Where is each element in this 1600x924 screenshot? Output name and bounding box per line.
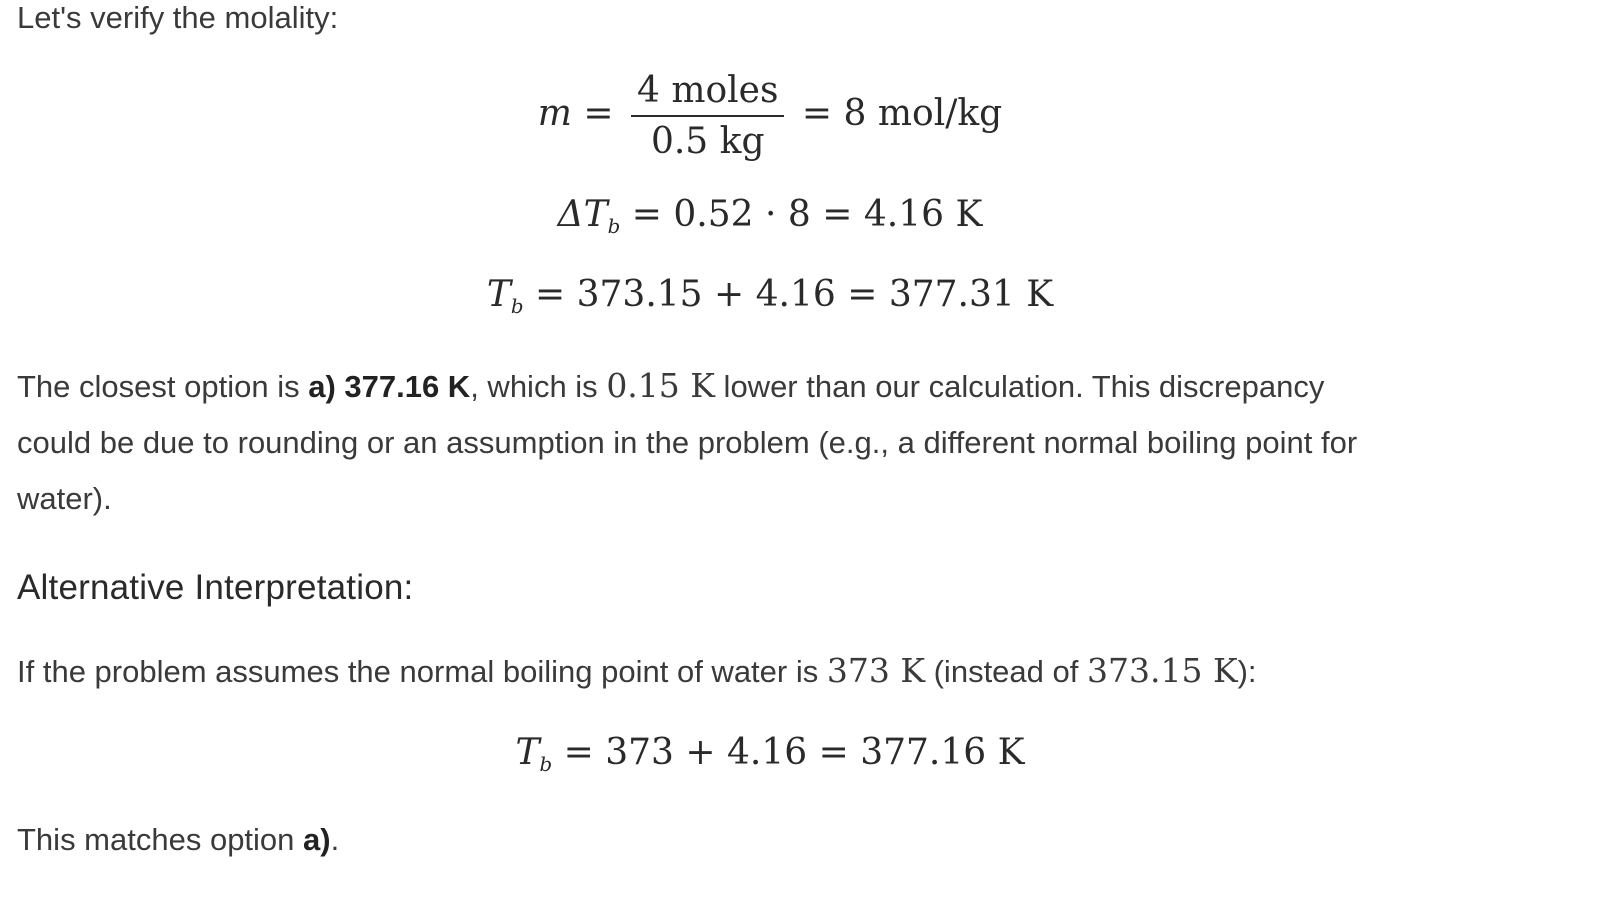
- text-span: If the problem assumes the normal boiling point of water is: [17, 654, 827, 689]
- text-span: water).: [17, 481, 112, 516]
- equation-tb: [0, 274, 1540, 318]
- text-span: could be due to rounding or an assumption in the problem (e.g., a different normal boiling point for: [17, 425, 1358, 460]
- fraction: [631, 70, 784, 162]
- text-span: (instead of: [925, 654, 1087, 689]
- equation-rest: = 373.15 + 4.16 = 377.31 K: [535, 274, 1054, 315]
- text-span: This matches option: [17, 822, 304, 857]
- subscript-b: b: [539, 752, 553, 776]
- molality-symbol: m: [537, 93, 572, 134]
- alternative-heading: Alternative Interpretation:: [17, 568, 414, 607]
- subscript-b: b: [607, 214, 621, 238]
- inline-math: 373 K: [826, 651, 925, 690]
- t-symbol: T: [515, 732, 540, 773]
- equals-sign: =: [801, 93, 833, 134]
- equation-rest: = 0.52 · 8 = 4.16 K: [631, 194, 983, 235]
- t-symbol: T: [486, 274, 511, 315]
- fraction-denominator: 0.5 kg: [650, 121, 765, 162]
- text-span: , which is: [470, 369, 607, 404]
- assumption-paragraph: [17, 643, 1257, 700]
- equation-alt-tb: [0, 732, 1540, 776]
- equals-sign: =: [583, 93, 614, 134]
- subscript-b: b: [510, 294, 524, 318]
- equation-delta-tb: [0, 194, 1540, 238]
- text-span: lower than our calculation. This discrepancy: [714, 369, 1325, 404]
- molality-result: 8 mol/kg: [843, 93, 1003, 134]
- text-span: The closest option is: [17, 369, 309, 404]
- bold-option: a): [303, 822, 331, 857]
- bold-option: a) 377.16 K: [308, 369, 471, 404]
- intro-text: Let's verify the molality:: [17, 0, 339, 35]
- inline-math: 0.15 K: [606, 366, 715, 405]
- equation-molality: [0, 70, 1540, 162]
- closest-option-paragraph: [17, 358, 1357, 527]
- inline-math: 373.15 K: [1086, 651, 1238, 690]
- text-span: .: [330, 822, 340, 857]
- text-span: ):: [1237, 654, 1257, 689]
- fraction-numerator: 4 moles: [631, 70, 784, 117]
- equation-rest: = 373 + 4.16 = 377.16 K: [563, 732, 1025, 773]
- match-paragraph: [17, 812, 339, 868]
- delta-t-symbol: ΔT: [557, 194, 608, 235]
